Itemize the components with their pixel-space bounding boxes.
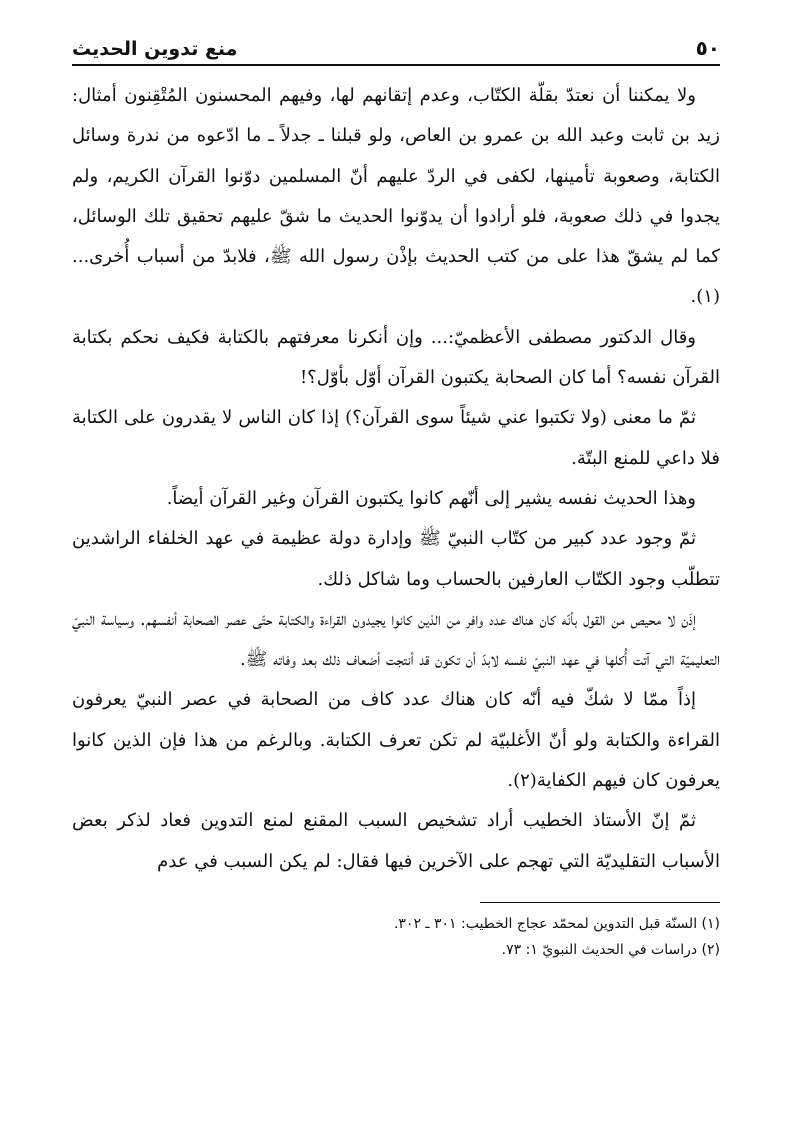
paragraph: ثمّ وجود عدد كبير من كتّاب النبيّ ﷺ وإدارة دولة عظيمة في عهد الخلفاء الراشدين تتطلّب وجود الكتّاب العارفين بالحساب وما شاكل ذلك. [72,528,720,590]
main-text [72,76,720,882]
footnotes [72,911,720,963]
paragraph: وهذا الحديث نفسه يشير إلى أنّهم كانوا يكتبون القرآن وغير القرآن أيضاً. [166,487,696,509]
running-header [72,30,720,60]
paragraph: ولا يمكننا أن نعتدّ بقلّة الكتّاب، وعدم إتقانهم لها، وفيهم المحسنون المُتْقِنون أمثال: زيد بن ثابت وعبد الله بن عمرو بن العاص، ولو قبلنا ـ جدلاً ـ ما ادّعوه من ندرة وسائل الكتابة، وصعوبة تأمينها، لكفى في الردّ عليهم أنّ المسلمين دوّنوا القرآن الكريم، ولم يجدوا في ذلك صعوبة، فلو أرادوا أن يدوّنوا الحديث ما شقّ عليهم تحقيق تلك الوسائل، كما لم يشقّ هذا على من كتب الحديث بإذْن رسول الله ﷺ، فلابدّ من أسباب أُخرى...(١). [72,85,720,308]
footnote: (٢) دراسات في الحديث النبويّ ١: ٧٣. [501,941,720,958]
running-title: منع تدوين الحديث [72,38,238,60]
paragraph: إذَن لا محيص من القول بأنّه كان هناك عدد وافر من الذين كانوا يجيدون القراءة والكتابة حتّى عصر الصحابة أنفسهم. وسياسة النبيّ التعليميّة التي آتت أُكلها في عهد النبيّ نفسه لابدّ أن تكون قد أنتجت أضعاف ذلك بعد وفاته ﷺ. [72,608,720,671]
paragraph: ثمّ إنّ الأستاذ الخطيب أراد تشخيص السبب المقنع لمنع التدوين فعاد لذكر بعض الأسباب التقليديّة التي تهجم على الآخرين فيها فقال: لم يكن السبب في عدم [72,810,720,872]
footnote: (١) السنّة قبل التدوين لمحمّد عجاج الخطيب: ٣٠١ ـ ٣٠٢. [393,915,720,932]
paragraph: وقال الدكتور مصطفى الأعظميّ:... وإن أنكرنا معرفتهم بالكتابة فكيف نحكم بكتابة القرآن نفسه؟ أما كان الصحابة يكتبون القرآن أوّل بأوّل؟! [72,326,720,389]
footnote-separator [480,902,720,903]
book-page [72,30,720,1135]
header-rule [72,64,720,66]
paragraph: ثمّ ما معنى (ولا تكتبوا عني شيئاً سوى القرآن؟) إذا كان الناس لا يقدرون على الكتابة فلا داعي للمنع البتّة. [72,407,720,469]
page-number: ٥٠ [695,36,720,60]
paragraph: إذاً ممّا لا شكّ فيه أنّه كان هناك عدد كاف من الصحابة في عصر النبيّ يعرفون القراءة والكتابة ولو أنّ الأغلبيّة لم تكن تعرف الكتابة. وبالرغم من هذا فإن الذين كانوا يعرفون كان فيهم الكفاية(٢). [72,689,720,792]
